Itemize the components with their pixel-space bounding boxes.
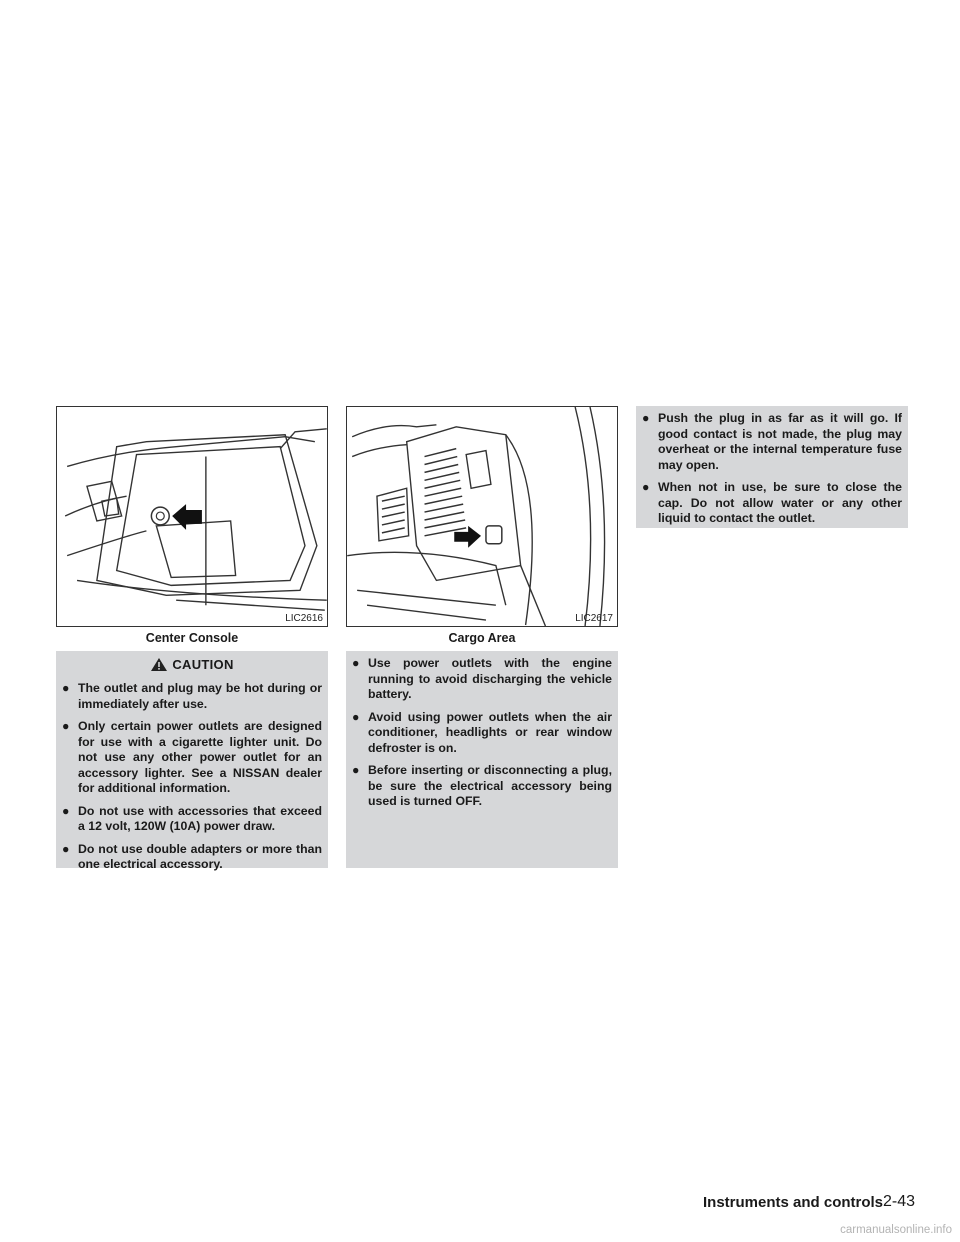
bullet-icon: ●	[62, 719, 70, 733]
list-item: ● Push the plug in as far as it will go. If good contact is not made, the plug may overheat or the internal temperature fuse may open.	[642, 411, 902, 472]
bullet-icon: ●	[62, 841, 70, 856]
caution-list-column3	[642, 411, 902, 527]
cargo-area-figure	[346, 406, 618, 627]
warning-triangle-icon	[150, 657, 168, 672]
bullet-icon: ●	[62, 681, 70, 695]
center-console-illustration	[57, 407, 327, 626]
cargo-area-illustration	[347, 407, 617, 626]
bullet-icon: ●	[352, 763, 360, 777]
list-item: ● When not in use, be sure to close the cap. Do not allow water or any other liquid to contact the outlet.	[642, 480, 902, 525]
caution-box-column3	[636, 406, 908, 528]
caution-list-continued	[352, 656, 612, 810]
page-number: 2-43	[883, 1193, 916, 1210]
list-item: ● Only certain power outlets are designed for use with a cigarette lighter unit. Do not use any other power outlet for an accessory lighter. See a NISSAN dealer for additional information.	[62, 719, 322, 795]
caution-box	[56, 651, 328, 871]
caution-header	[62, 653, 322, 675]
list-item: ● Use power outlets with the engine running to avoid discharging the vehicle battery.	[352, 656, 612, 701]
list-item: ● Do not use with accessories that exceed a 12 volt, 120W (10A) power draw.	[62, 803, 322, 833]
bullet-icon: ●	[642, 480, 650, 494]
figure-caption-center-console: Center Console	[145, 631, 239, 645]
caution-list	[62, 681, 322, 873]
watermark: carmanualsonline.info	[840, 1224, 952, 1236]
center-console-figure	[56, 406, 328, 627]
caution-title: CAUTION	[172, 656, 234, 672]
figure-caption-cargo-area: Cargo Area	[448, 631, 516, 645]
list-item: ● Do not use double adapters or more than one electrical accessory.	[62, 841, 322, 871]
list-item: ● The outlet and plug may be hot during or immediately after use.	[62, 681, 322, 711]
list-item: ● Before inserting or disconnecting a plug, be sure the electrical accessory being used is turned OFF.	[352, 763, 612, 808]
bullet-icon: ●	[352, 656, 360, 670]
section-title: Instruments and controls	[703, 1194, 884, 1211]
bullet-icon: ●	[642, 411, 650, 425]
bullet-icon: ●	[62, 803, 70, 818]
figure-code: LIC2617	[575, 613, 613, 624]
list-item: ● Avoid using power outlets when the air conditioner, headlights or rear window defroster is on.	[352, 709, 612, 755]
caution-box-continued	[346, 651, 618, 868]
bullet-icon: ●	[352, 709, 360, 724]
figure-code: LIC2616	[285, 613, 323, 624]
